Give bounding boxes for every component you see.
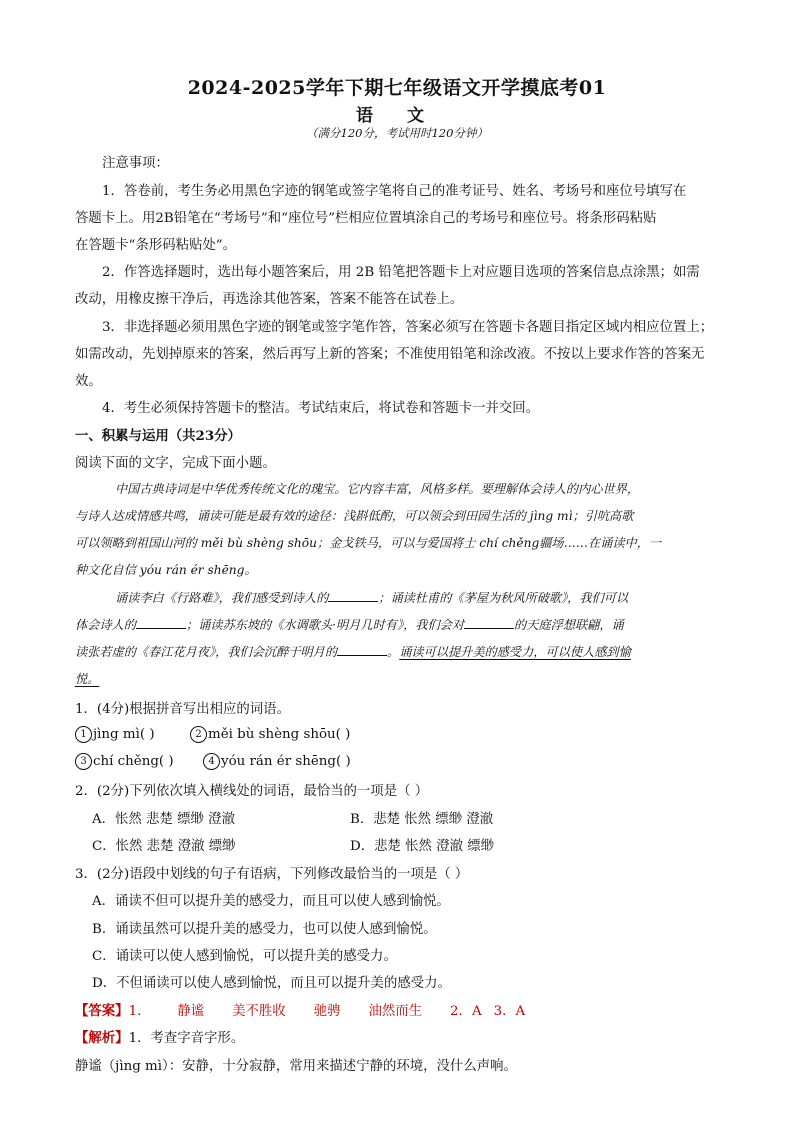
q3-option-b: B．诵读虽然可以提升美的感受力，也可以使人感到愉悦。 xyxy=(92,922,437,937)
circled-number: 4 xyxy=(203,753,220,770)
passage-line: 种文化自信 yóu rán ér shēng。 xyxy=(75,563,257,577)
q2-option-d: D．悲楚 怅然 澄澈 缥缈 xyxy=(350,839,495,854)
answer-item: 1. xyxy=(128,1004,142,1019)
notice-heading: 注意事项： xyxy=(102,156,169,171)
exam-title: 2024-2025学年下期七年级语文开学摸底考01 xyxy=(187,77,607,99)
q2-option-b: B．悲楚 怅然 缥缈 澄澈 xyxy=(350,812,494,827)
notice-line: 3．非选择题必须用黑色字迹的钢笔或签字笔作答，答案必须写在答题卡各题目指定区域内相应位置上； xyxy=(102,320,714,335)
answer-item: 美不胜收 xyxy=(232,1004,286,1019)
answer-item: 2．A xyxy=(450,1004,482,1019)
answer-item: 静谧 xyxy=(177,1004,205,1019)
underlined-sentence-end: 悦。 xyxy=(75,672,100,686)
passage-line: 与诗人达成情感共鸣，诵读可能是最有效的途径：浅斟低酌，可以领会到田园生活的 jìng mì；引吭高歌 xyxy=(75,509,634,523)
circled-number: 2 xyxy=(190,726,207,743)
notice-line: 改动，用橡皮擦干净后，再选涂其他答案，答案不能答在试卷上。 xyxy=(75,292,464,307)
q1-item: 4 yóu rán ér shēng( ) xyxy=(203,753,351,770)
blank-2 xyxy=(136,616,186,629)
circled-number: 1 xyxy=(75,726,92,743)
subject-title: 语 文 xyxy=(356,106,438,126)
answer-line xyxy=(75,1000,725,1019)
underlined-sentence: 诵读可以提升美的感受力，可以使人感到愉 xyxy=(399,645,631,659)
blank-3 xyxy=(464,616,514,629)
passage-line: 中国古典诗词是中华优秀传统文化的瑰宝。它内容丰富，风格多样。要理解体会诗人的内心世界， xyxy=(115,482,640,496)
analysis-label: 【解析】 xyxy=(75,1030,129,1046)
q2-option-c: C．怅然 悲楚 澄澈 缥缈 xyxy=(92,839,236,854)
answer-item: 3．A xyxy=(493,1004,526,1019)
q2-option-a: A．怅然 悲楚 缥缈 澄澈 xyxy=(92,812,235,827)
q1-item: 2 měi bù shèng shōu( ) xyxy=(190,726,350,743)
passage-line xyxy=(75,670,725,687)
passage-line: 可以领略到祖国山河的 měi bù shèng shōu；金戈铁马，可以与爱国将士 chí chěng疆场……在诵读中，一 xyxy=(75,536,662,550)
q3-option-d: D．不但诵读可以使人感到愉悦，而且可以提升美的感受力。 xyxy=(92,976,451,991)
score-note: （满分120分，考试用时120分钟） xyxy=(306,126,488,140)
passage-line: 读张若虚的《春江花月夜》，我们会沉醉于明月的 。诵读可以提升美的感受力，可以使人感到愉 xyxy=(75,645,631,659)
answer-label: 【答案】 xyxy=(75,1003,129,1019)
q1-item: 3 chí chěng( ) xyxy=(75,753,174,770)
blank-1 xyxy=(328,589,378,602)
section-heading: 一、积累与运用（共23分） xyxy=(75,428,241,444)
notice-line: 在答题卡“条形码粘贴处”。 xyxy=(75,238,236,253)
passage-line: 体会诗人的 ；诵读苏东坡的《水调歌头·明月几时有》，我们会对 的天庭浮想联翩，诵 xyxy=(75,618,624,632)
reading-instruction: 阅读下面的文字，完成下面小题。 xyxy=(75,456,276,471)
answer-item: 油然而生 xyxy=(368,1004,423,1019)
q3-option-c: C．诵读可以使人感到愉悦，可以提升美的感受力。 xyxy=(92,949,397,964)
q3-option-a: A．诵读不但可以提升美的感受力，而且可以使人感到愉悦。 xyxy=(92,894,450,909)
q3-stem: 3．(2分)语段中划线的句子有语病，下列修改最恰当的一项是（ ） xyxy=(75,867,469,882)
notice-line: 4．考生必须保持答题卡的整洁。考试结束后，将试卷和答题卡一并交回。 xyxy=(102,401,540,416)
notice-line: 如需改动，先划掉原来的答案，然后再写上新的答案；不准使用铅笔和涂改液。不按以上要求作答的答案无 xyxy=(75,347,705,362)
notice-line: 效。 xyxy=(75,374,102,389)
analysis-detail: 静谧（jìng mì）：安静，十分寂静，常用来描述宁静的环境，没什么声响。 xyxy=(75,1059,517,1074)
q2-stem: 2．(2分)下列依次填入横线处的词语，最恰当的一项是（ ） xyxy=(75,784,429,799)
q1-item: 1 jìng mì( ) xyxy=(75,726,155,743)
answer-item: 驰骋 xyxy=(313,1004,341,1019)
notice-line: 答题卡上。用2B铅笔在“考场号”和“座位号”栏相应位置填涂自己的考场号和座位号。将条形码粘贴 xyxy=(75,211,657,226)
passage-line: 诵读李白《行路难》，我们感受到诗人的 ；诵读杜甫的《茅屋为秋风所破歌》，我们可以 xyxy=(115,591,629,605)
analysis-line: 【解析】1．考查字音字形。 xyxy=(75,1030,245,1046)
notice-line: 1．答卷前，考生务必用黑色字迹的钢笔或签字笔将自己的准考证号、姓名、考场号和座位号填写在 xyxy=(102,184,687,199)
circled-number: 3 xyxy=(75,753,92,770)
q1-stem: 1．(4分)根据拼音写出相应的词语。 xyxy=(75,702,290,717)
notice-line: 2．作答选择题时，选出每小题答案后，用 2B 铅笔把答题卡上对应题目选项的答案信息点涂黑；如需 xyxy=(102,265,700,280)
blank-4 xyxy=(337,643,387,656)
